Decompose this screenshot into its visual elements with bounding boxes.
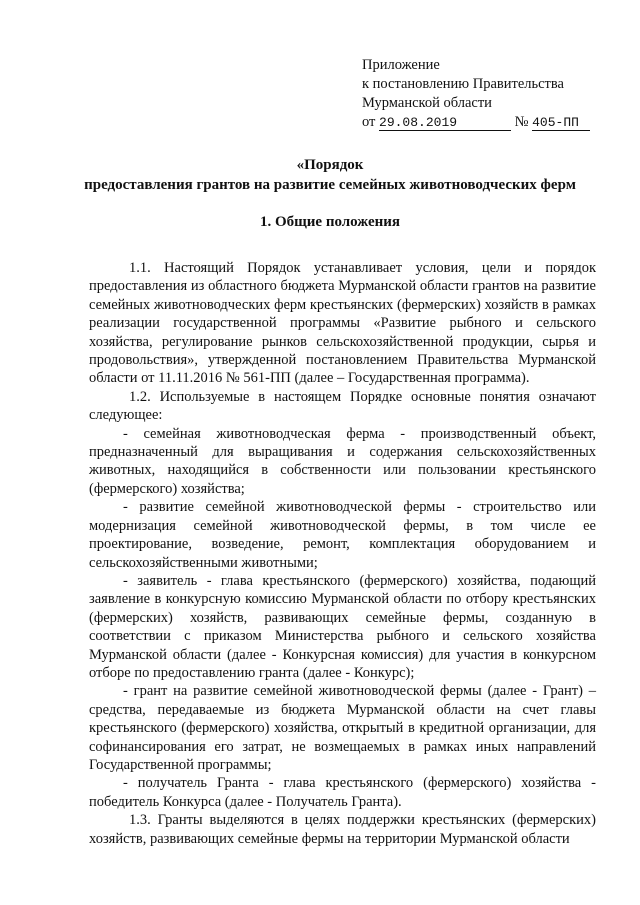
definition-farm-development: - развитие семейной животноводческой фермы - строительство или модернизация семейной животноводческой фермы, в том числе ее проектирование, возведение, ремонт, комплектация оборудованием и сельскохозяйственными животными; — [89, 499, 596, 571]
appendix-num-sign: № — [514, 114, 529, 130]
paragraph-1-1: 1.1. Настоящий Порядок устанавливает условия, цели и порядок предоставления из областного бюджета Мурманской области грантов на развитие семейных животноводческих ферм крестьянских (фермерских) хозяйств в рамках реализации государственной программы «Развитие рыбного и сельского хозяйства, регулирование рынков сельскохозяйственной продукции, сырья и продовольствия», утвержденной постановлением Правительства Мурманской области от 11.11.2016 № 561-ПП (далее – Государственная программа). — [89, 260, 596, 387]
appendix-date-line — [362, 113, 590, 132]
appendix-line-1: Приложение — [362, 57, 440, 73]
document-body — [89, 259, 596, 848]
appendix-number: 405-ПП — [532, 116, 590, 131]
appendix-line-2: к постановлению Правительства — [362, 76, 564, 92]
appendix-from: от — [362, 114, 376, 130]
definition-family-farm: - семейная животноводческая ферма - производственный объект, предназначенный для выращивания и содержания сельскохозяйственных животных, находящийся в собственности или пользовании крестьянского (фермерского) хозяйства; — [89, 425, 596, 497]
paragraph-1-2: 1.2. Используемые в настоящем Порядке основные понятия означают следующее: — [89, 388, 596, 424]
paragraph-1-3: 1.3. Гранты выделяются в целях поддержки крестьянских (фермерских) хозяйств, развивающих семейные фермы на территории Мурманской области — [89, 812, 596, 847]
definition-applicant: - заявитель - глава крестьянского (фермерского) хозяйства, подающий заявление в конкурсную комиссию Мурманской области по отбору крестьянских (фермерских) хозяйств, развивающих семейные фермы, созданную в соответствии с приказом Министерства рыбного и сельского хозяйства Мурманской области (далее - Конкурсная комиссия) для участия в конкурсном отборе по предоставлению гранта (далее - Конкурс); — [89, 572, 596, 681]
appendix-block — [362, 56, 590, 132]
definition-grant: - грант на развитие семейной животноводческой фермы (далее - Грант) – средства, передаваемые из бюджета Мурманской области на счет главы крестьянского (фермерского) хозяйства, открытый в кредитной организации, для софинансирования его затрат, не возмещаемых в рамках иных направлений Государственной программы; — [89, 683, 596, 773]
title-line-2: предоставления грантов на развитие семейных животноводческих ферм — [84, 177, 576, 193]
section-heading: 1. Общие положения — [259, 214, 401, 230]
appendix-date: 29.08.2019 — [379, 116, 511, 131]
document-title — [40, 155, 620, 195]
definition-grant-recipient: - получатель Гранта - глава крестьянского (фермерского) хозяйства - победитель Конкурса (далее - Получатель Гранта). — [89, 775, 596, 810]
appendix-line-3: Мурманской области — [362, 95, 492, 111]
title-line-1: «Порядок — [296, 157, 364, 173]
